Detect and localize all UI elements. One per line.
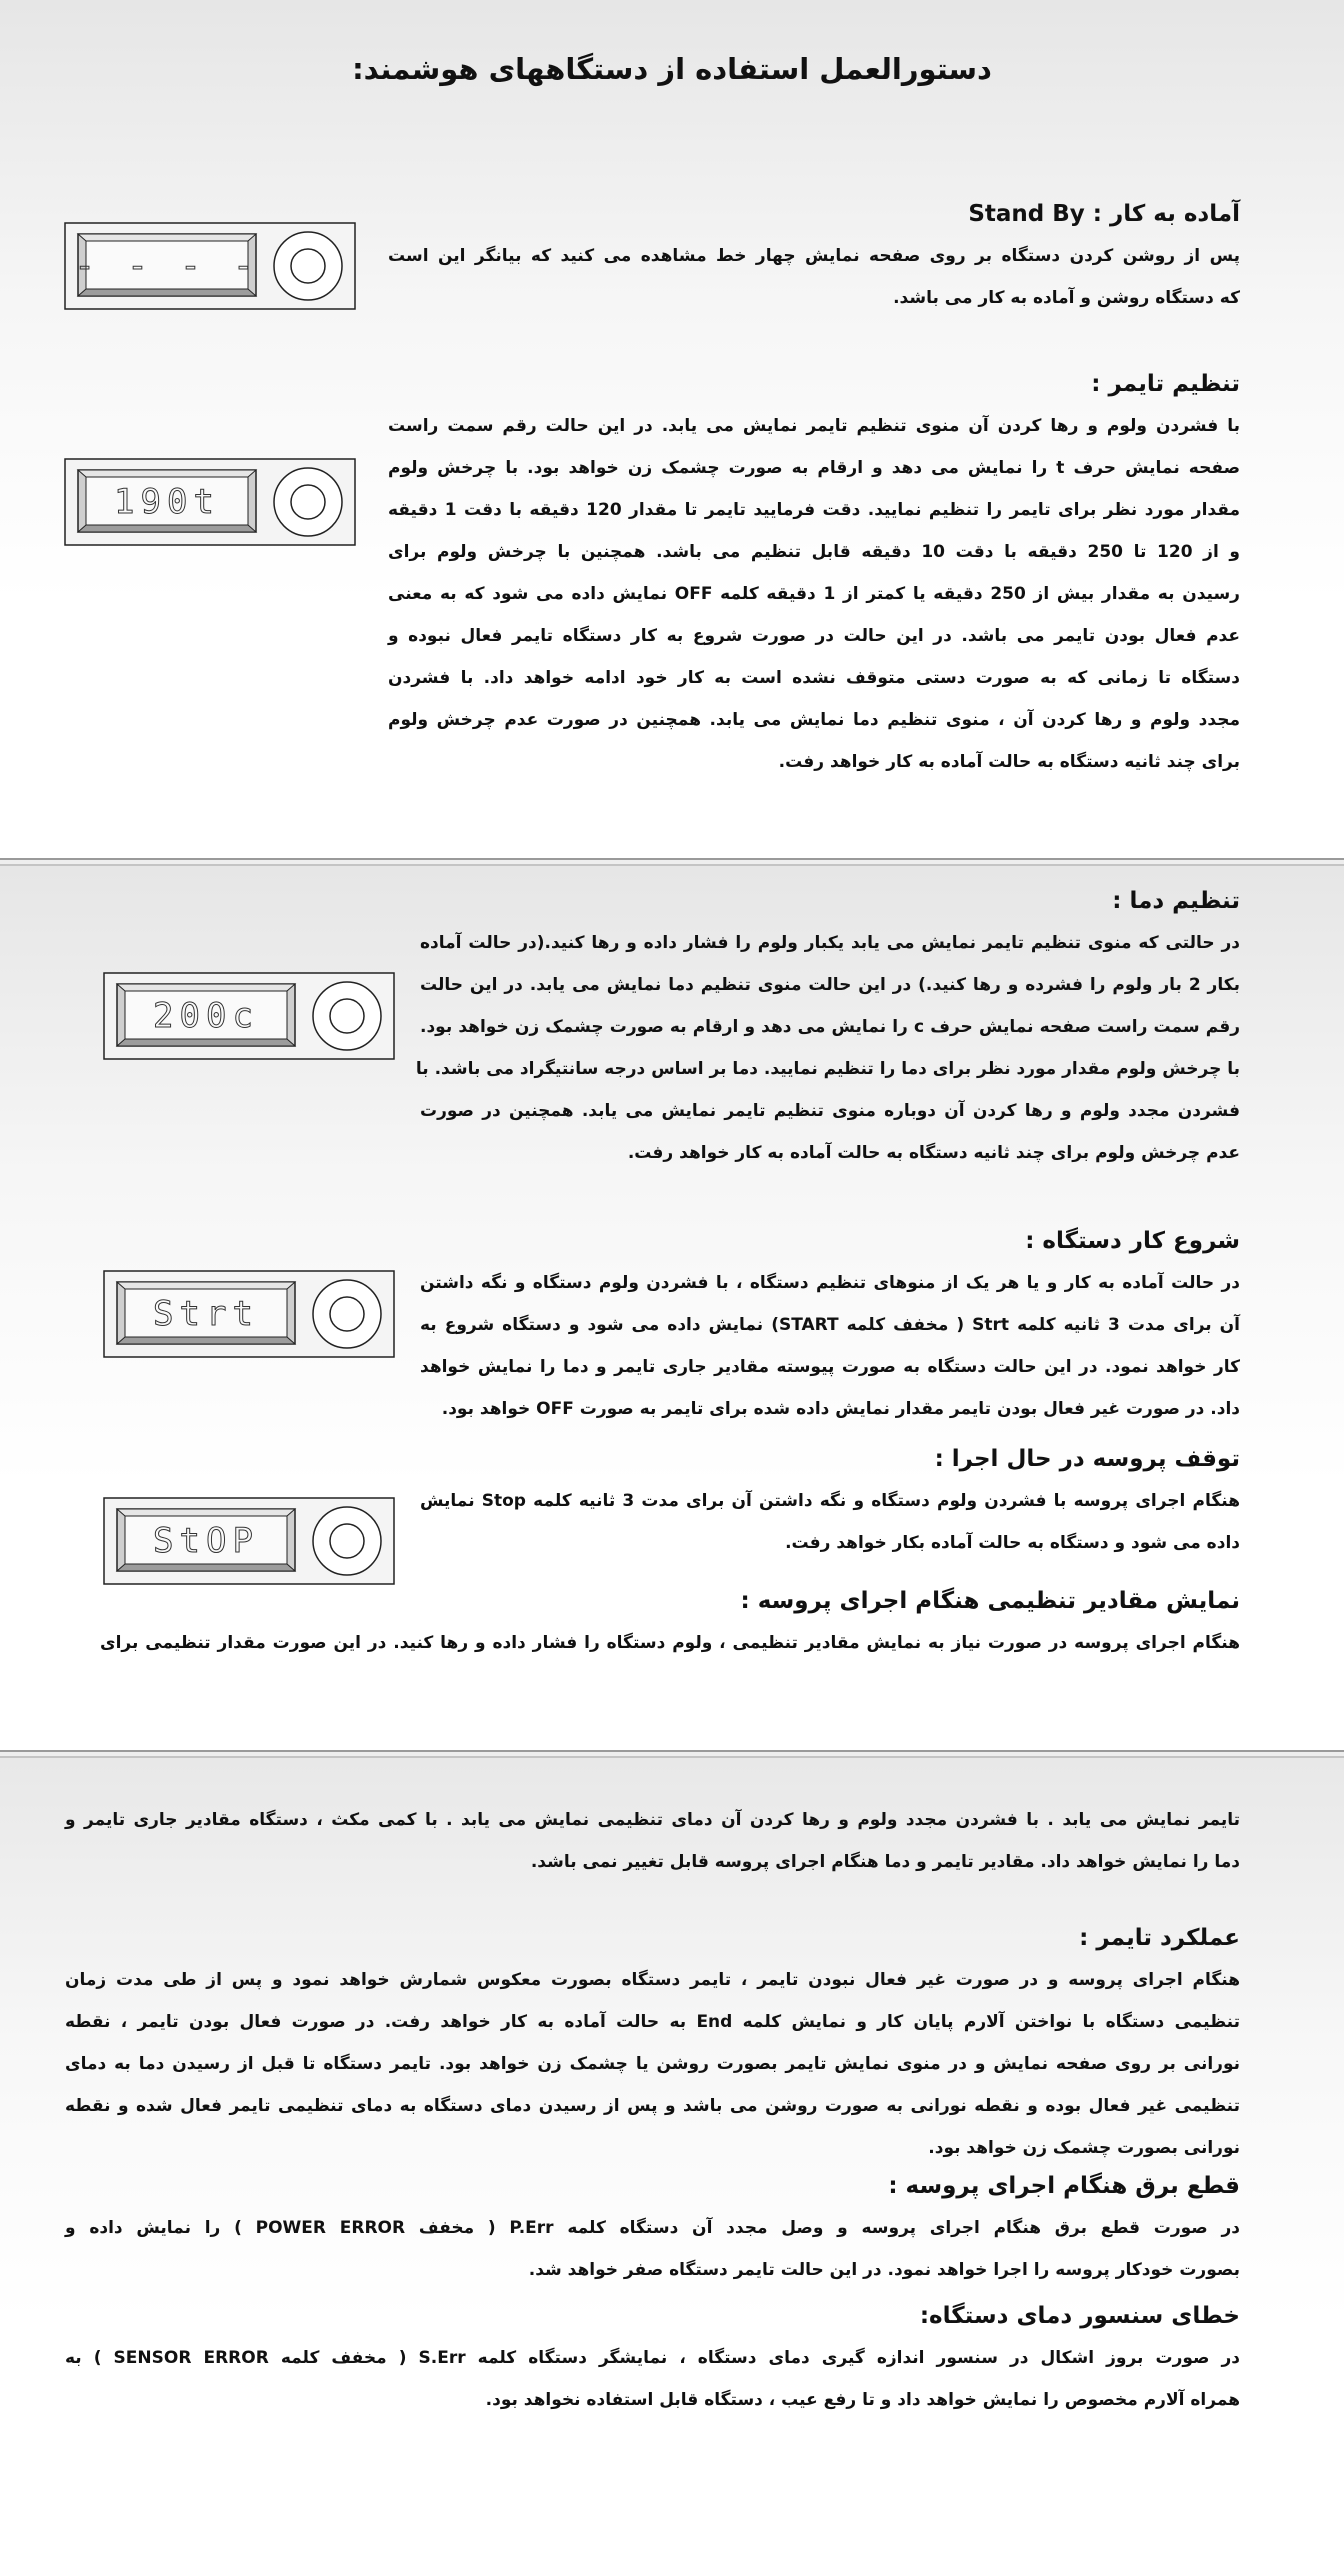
lcd-readout: Strt — [153, 1294, 259, 1334]
paragraph-line: داده می شود و دستگاه به حالت آماده بکار خواهد رفت. — [785, 1533, 1240, 1553]
paragraph-line: نورانی بصورت چشمک زن خواهد بود. — [928, 2138, 1240, 2158]
paragraph-line: نورانی بر روی صفحه نمایش و در منوی نمایش تایمر بصورت روشن یا چشمک زن خواهد بود. تایمر دستگاه تا قبل از رسیدن دما به دمای — [65, 2054, 1240, 2074]
device-display-standby — [64, 222, 356, 316]
lcd-readout: 200c — [153, 996, 259, 1036]
section-heading: تنظیم تایمر : — [1091, 371, 1240, 397]
paragraph-line: مقدار مورد نظر برای تایمر را تنظیم نمایید. دقت فرمایید تایمر تا مقدار 120 دقیقه با دقت 1 دقیقه — [388, 500, 1240, 520]
device-display-timer — [64, 458, 356, 552]
page-divider — [0, 1750, 1344, 1758]
paragraph-line: رقم سمت راست صفحه نمایش حرف c را نمایش می دهد و ارقام به صورت چشمک زن خواهد بود. — [420, 1017, 1241, 1037]
section-heading: خطای سنسور دمای دستگاه: — [919, 2303, 1240, 2329]
paragraph-line: در حالتی که منوی تنظیم تایمر نمایش می یابد یکبار ولوم را فشار داده و رها کنید.(در حالت آماده — [420, 933, 1240, 953]
section-show-settings — [100, 1580, 1240, 1664]
paragraph-line: با چرخش ولوم مقدار مورد نظر برای دما را تنظیم نمایید. دما بر اساس درجه سانتیگراد می باشد. با — [415, 1059, 1240, 1079]
section-heading: توقف پروسه در حال اجرا : — [934, 1446, 1240, 1472]
lcd-readout: - - - - — [74, 246, 260, 286]
paragraph-line: در حالت آماده به کار و یا هر یک از منوهای تنظیم دستگاه ، با فشردن ولوم دستگاه و نگه داشتن — [420, 1273, 1240, 1293]
device-display-temperature — [103, 972, 395, 1066]
section-heading: آماده به کار : Stand By — [968, 201, 1240, 227]
paragraph-line: رسیدن به مقدار بیش از 250 دقیقه یا کمتر از 1 دقیقه کلمه OFF نمایش داده می شود که به معنی — [388, 584, 1240, 604]
paragraph-line: در صورت بروز اشکال در سنسور اندازه گیری دمای دستگاه ، نمایشگر دستگاه کلمه S.Err ( مخفف کلمه SENSOR ERROR ) به — [65, 2348, 1240, 2368]
paragraph-line: برای چند ثانیه دستگاه به حالت آماده به کار خواهد رفت. — [778, 752, 1240, 772]
section-sensor-error — [65, 2295, 1240, 2421]
section-show-settings-continued — [65, 1799, 1240, 1883]
paragraph-line: که دستگاه روشن و آماده به کار می باشد. — [893, 288, 1240, 308]
paragraph-line: بصورت خودکار پروسه را اجرا خواهد نمود. در این حالت تایمر دستگاه صفر خواهد شد. — [528, 2260, 1240, 2280]
section-power-failure — [65, 2165, 1240, 2291]
paragraph-line: صفحه نمایش حرف t را نمایش می دهد و ارقام به صورت چشمک زن خواهد بود. با چرخش ولوم — [388, 458, 1240, 478]
device-display-stop — [103, 1497, 395, 1591]
section-timer-operation — [65, 1917, 1240, 2169]
section-standby — [388, 193, 1240, 319]
paragraph-line: هنگام اجرای پروسه در صورت نیاز به نمایش مقادیر تنظیمی ، ولوم دستگاه را فشار داده و رها کنید. در این صورت مقدار تنظیمی برای — [100, 1633, 1240, 1653]
paragraph-line: آن برای مدت 3 ثانیه کلمه Strt ( مخفف کلمه START) نمایش داده می شود و دستگاه شروع به — [420, 1315, 1241, 1335]
section-heading: قطع برق هنگام اجرای پروسه : — [888, 2173, 1240, 2199]
paragraph-line: همراه آلارم مخصوص را نمایش خواهد داد و تا رفع عیب ، دستگاه قابل استفاده نخواهد بود. — [485, 2390, 1240, 2410]
section-device-start — [420, 1220, 1240, 1430]
paragraph-line: و از 120 تا 250 دقیقه با دقت 10 دقیقه قابل تنظیم می باشد. همچنین با چرخش ولوم برای — [388, 542, 1240, 562]
paragraph-line: تنظیمی غیر فعال بوده و نقطه نورانی به صورت روشن می باشد و پس از رسیدن دمای دستگاه به دمای تنظیمی تایمر فعال شده و نقطه — [65, 2096, 1240, 2116]
lcd-readout: StOP — [153, 1521, 259, 1561]
page-divider — [0, 858, 1344, 866]
paragraph-line: هنگام اجرای پروسه با فشردن ولوم دستگاه و نگه داشتن آن برای مدت 3 ثانیه کلمه Stop نمایش — [420, 1491, 1241, 1511]
section-temperature-setting — [415, 880, 1241, 1174]
device-display-start — [103, 1270, 395, 1364]
lcd-readout: 190t — [114, 482, 220, 522]
paragraph-line: عدم چرخش ولوم برای چند ثانیه دستگاه به حالت آماده به کار خواهد رفت. — [627, 1143, 1240, 1163]
section-heading: عملکرد تایمر : — [1079, 1925, 1240, 1951]
paragraph-line: مجدد ولوم و رها کردن آن ، منوی تنظیم دما نمایش می یابد. همچنین در صورت عدم چرخش ولوم — [388, 710, 1240, 730]
paragraph-line: کار خواهد نمود. در این حالت دستگاه به صورت پیوسته مقادیر جاری تایمر و دما را نمایش خواهد — [420, 1357, 1240, 1377]
paragraph-line: عدم فعال بودن تایمر می باشد. در این حالت در صورت شروع به کار دستگاه تایمر فعال نبوده و — [388, 626, 1240, 646]
paragraph-line: تایمر نمایش می یابد . با فشردن مجدد ولوم و رها کردن آن دمای تنظیمی نمایش می یابد . با کمی مکث ، دستگاه مقادیر جاری تایمر و — [65, 1810, 1240, 1830]
section-timer-setting — [388, 363, 1240, 783]
paragraph-line: فشردن مجدد ولوم و رها کردن آن دوباره منوی تنظیم تایمر نمایش می یابد. همچنین در صورت — [420, 1101, 1240, 1121]
paragraph-line: داد. در صورت غیر فعال بودن تایمر مقدار نمایش داده شده برای تایمر به صورت OFF خواهد بود. — [441, 1399, 1240, 1419]
paragraph-line: در صورت قطع برق هنگام اجرای پروسه و وصل مجدد آن دستگاه کلمه P.Err ( مخفف POWER ERROR ) را نمایش داده و — [65, 2218, 1240, 2238]
paragraph-line: پس از روشن کردن دستگاه بر روی صفحه نمایش چهار خط مشاهده می کنید که بیانگر این است — [388, 246, 1240, 266]
paragraph-line: تنظیمی دستگاه با نواختن آلارم پایان کار و نمایش کلمه End به حالت آماده به کار خواهد رفت. در صورت فعال بودن تایمر ، نقطه — [65, 2012, 1240, 2032]
paragraph-line: با فشردن ولوم و رها کردن آن منوی تنظیم تایمر نمایش می یابد. در این حالت رقم سمت راست — [388, 416, 1240, 436]
paragraph-line: دستگاه تا زمانی که به صورت دستی متوقف نشده است به کار خود ادامه خواهد داد. با فشردن — [388, 668, 1240, 688]
paragraph-line: هنگام اجرای پروسه و در صورت غیر فعال نبودن تایمر ، تایمر دستگاه بصورت معکوس شمارش خواهد نمود و پس از طی مدت زمان — [65, 1970, 1240, 1990]
document-title: دستورالعمل استفاده از دستگاههای هوشمند: — [352, 52, 992, 86]
paragraph-line: بکار 2 بار ولوم را فشرده و رها کنید.) در این حالت منوی تنظیم دما نمایش می یابد. در این حالت — [420, 975, 1241, 995]
section-process-stop — [420, 1438, 1240, 1564]
section-heading: تنظیم دما : — [1112, 888, 1240, 914]
section-heading: شروع کار دستگاه : — [1025, 1228, 1240, 1254]
paragraph-line: دما را نمایش خواهد داد. مقادیر تایمر و دما هنگام اجرای پروسه قابل تغییر نمی باشد. — [530, 1852, 1240, 1872]
section-heading: نمایش مقادیر تنظیمی هنگام اجرای پروسه : — [740, 1588, 1240, 1614]
